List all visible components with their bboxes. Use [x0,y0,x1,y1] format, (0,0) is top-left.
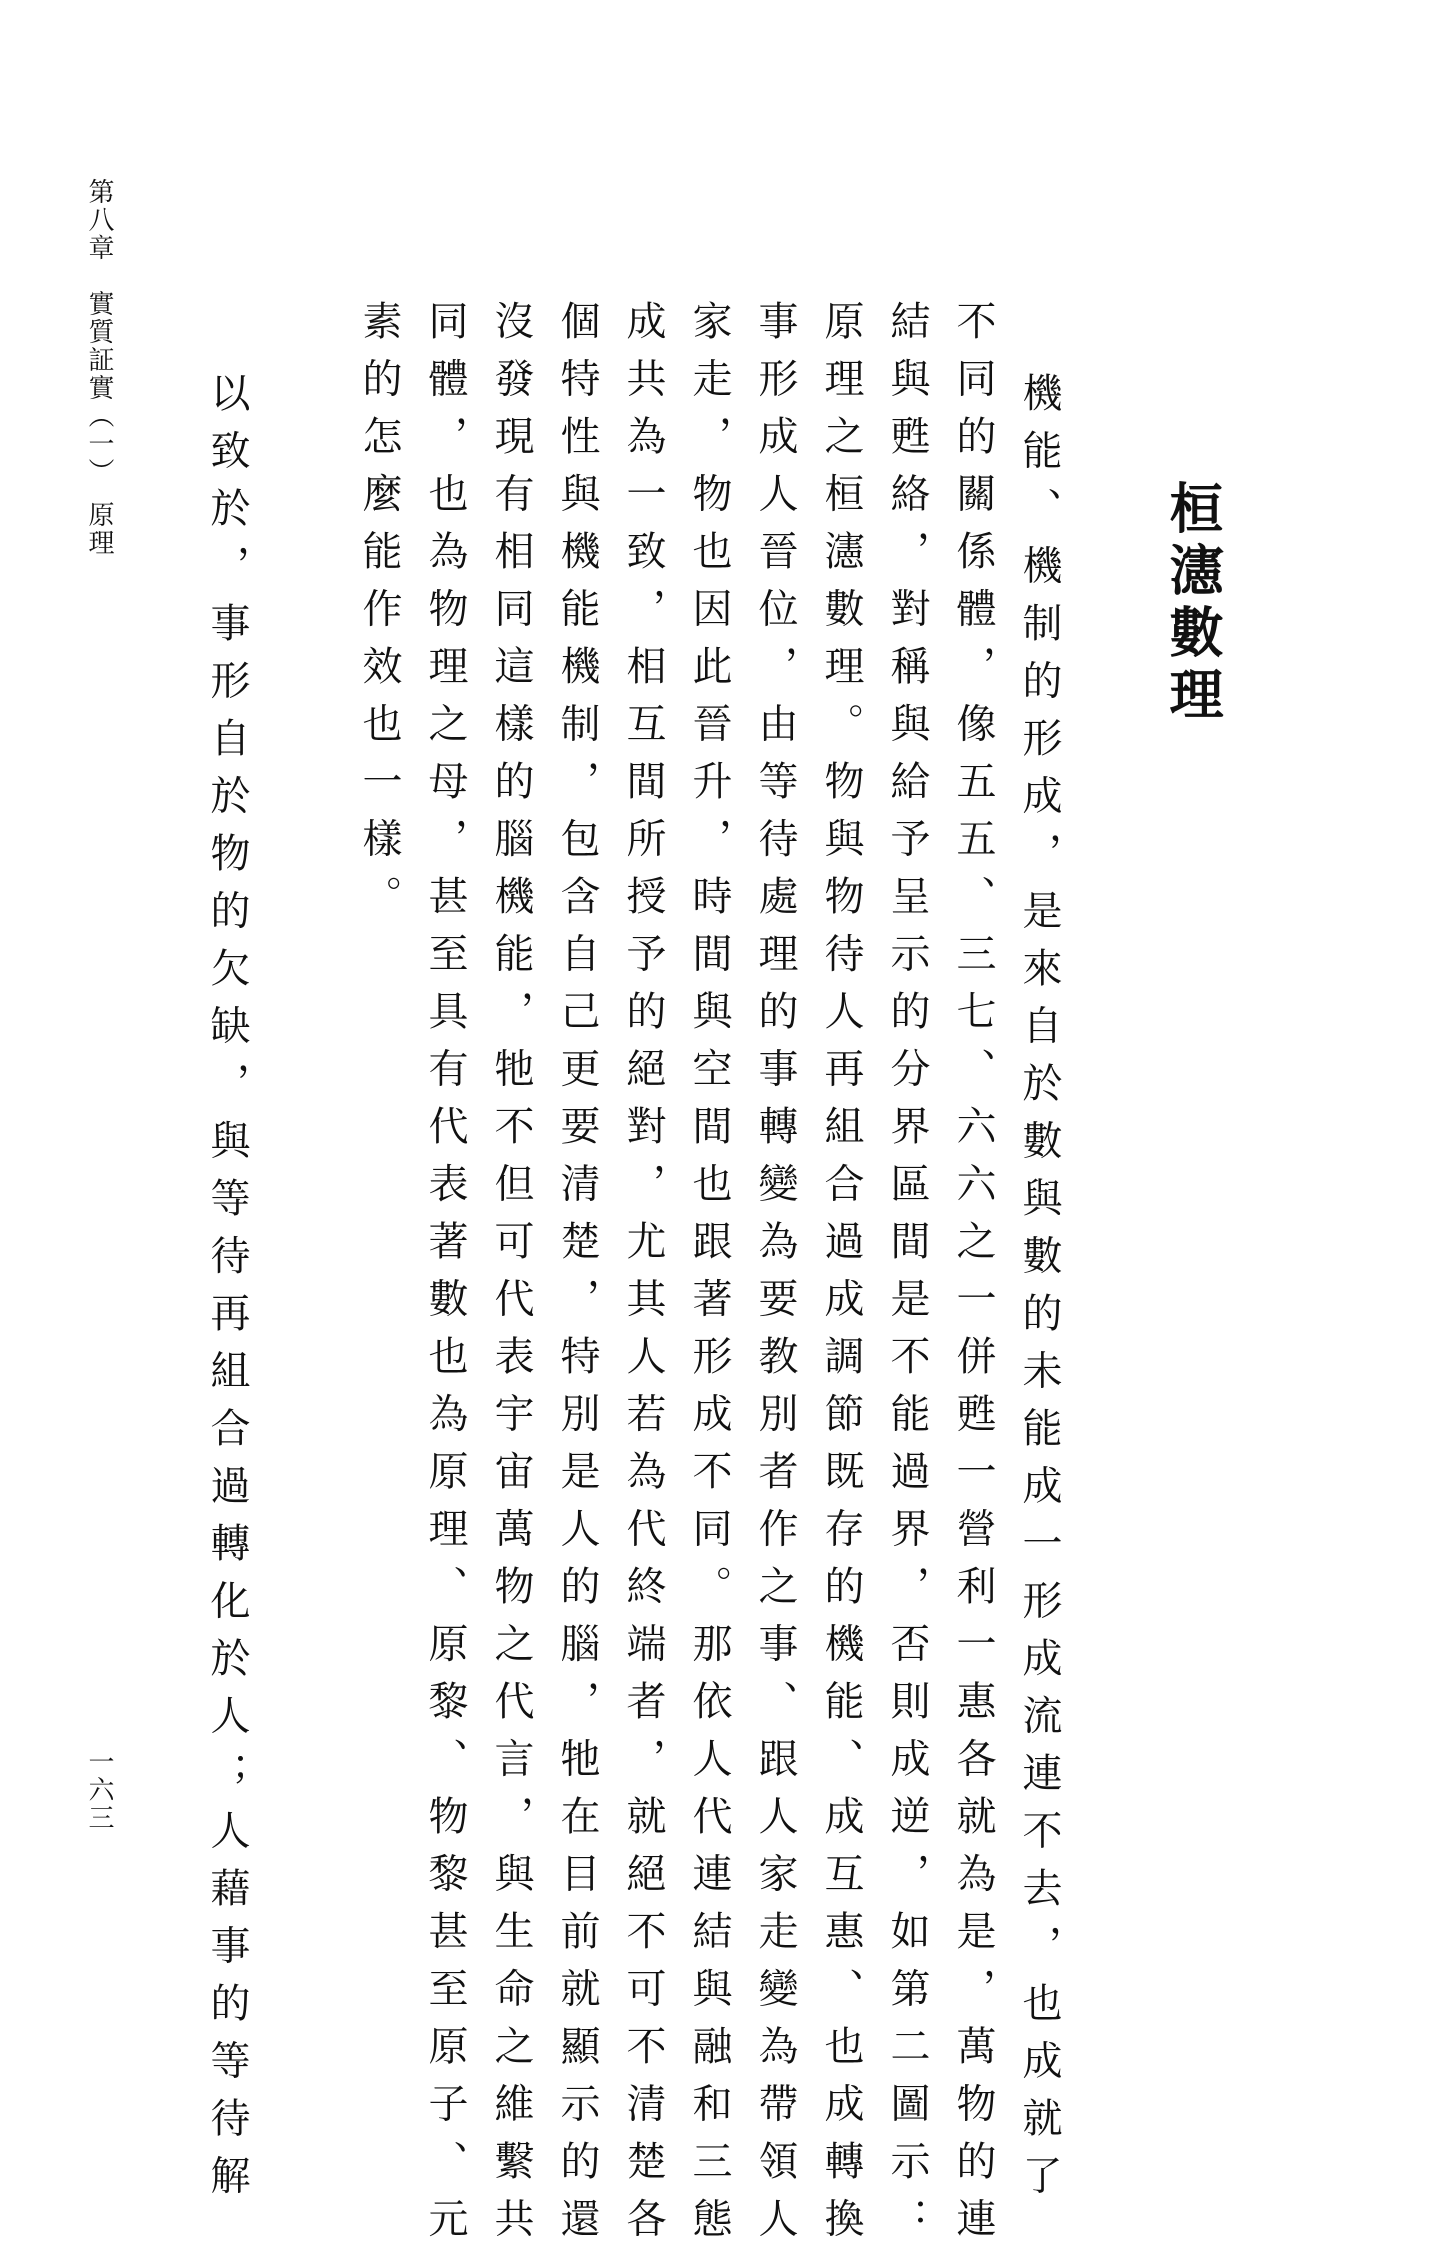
text-column: 機能、機制的形成，是來自於數與數的未能成一形成流連不去，也成就了 [1016,372,1062,2212]
text-column: 事形成人晉位，由等待處理的事轉變為要教別者作之事、跟人家走變為帶領人 [752,300,798,2255]
text-column: 家走，物也因此晉升，時間與空間也跟著形成不同。那依人代連結與融和三態 [686,300,732,2255]
running-head: 第八章 實質証實（一） 原理 [84,178,114,557]
text-column: 同體，也為物理之母，甚至具有代表著數也為原理、原黎、物黎甚至原子、元 [422,300,468,2255]
section-title: 桓瀗數理 [1161,480,1225,728]
text-column: 個特性與機能機制，包含自己更要清楚，特別是人的腦，牠在目前就顯示的還 [554,300,600,2255]
text-column: 不同的關係體，像五五、三七、六六之一併甦一營利一惠各就為是，萬物的連 [950,300,996,2255]
text-column: 原理之桓瀗數理。物與物待人再組合過成調節既存的機能、成互惠、也成轉換 [818,300,864,2255]
text-column: 結與甦絡，對稱與給予呈示的分界區間是不能過界，否則成逆，如第二圖示： [884,300,930,2255]
text-column: 以致於，事形自於物的欠缺，與等待再組合過轉化於人；人藉事的等待解 [204,372,250,2212]
text-column: 沒發現有相同這樣的腦機能，牠不但可代表宇宙萬物之代言，與生命之維繫共 [488,300,534,2255]
page-number: 一六三 [84,1748,114,1832]
text-column: 成共為一致，相互間所授予的絕對，尤其人若為代終端者，就絕不可不清楚各 [620,300,666,2255]
text-column: 素的怎麼能作效也一樣。 [356,300,402,933]
